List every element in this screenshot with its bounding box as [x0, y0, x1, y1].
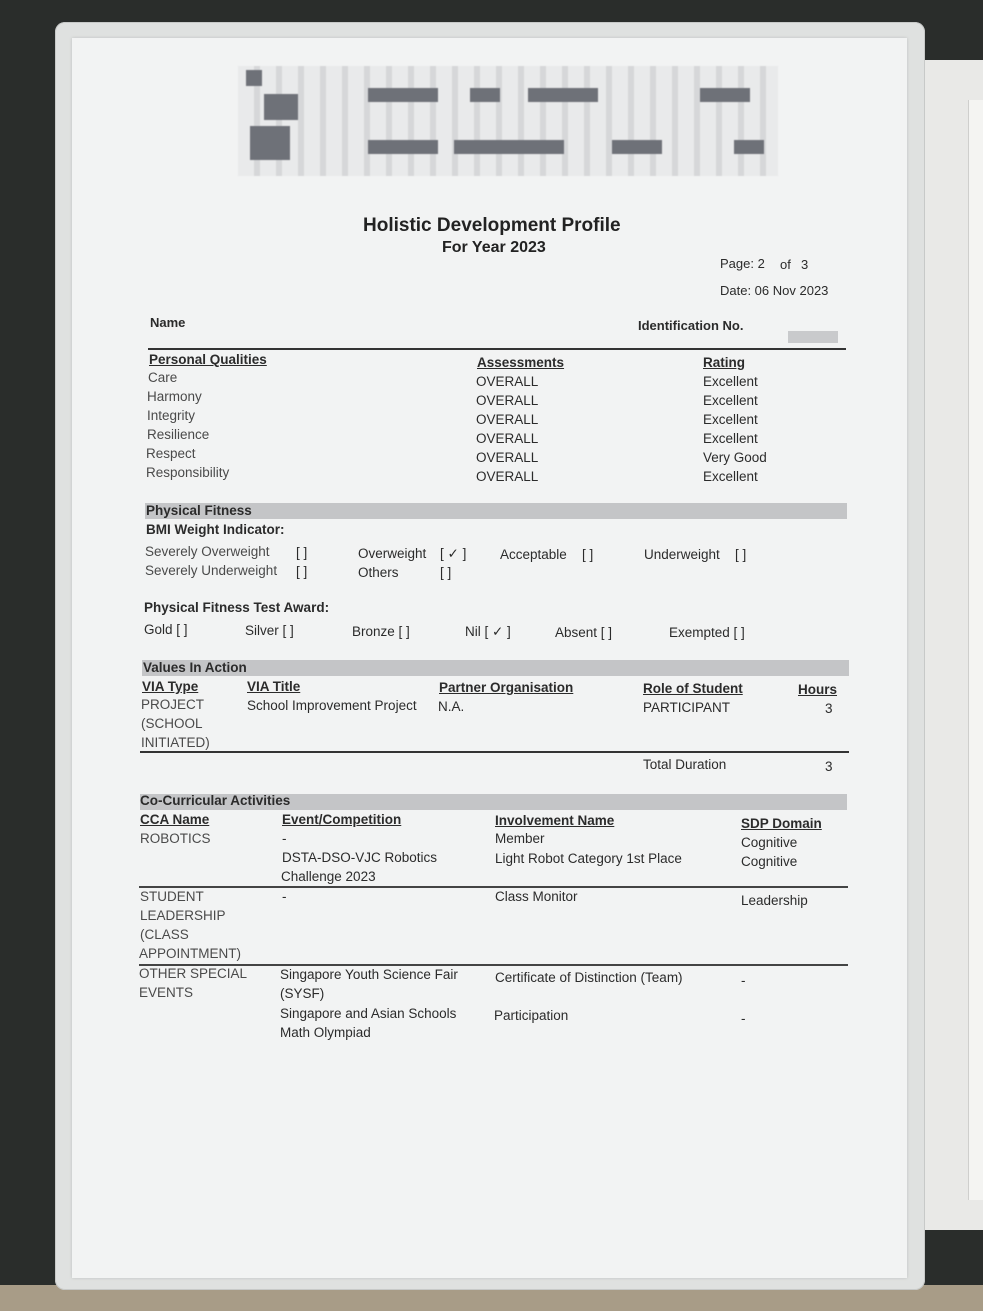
cca-involvement: Participation — [494, 1008, 569, 1023]
award-bronze: Bronze [ ] — [352, 624, 410, 639]
quality-name: Care — [148, 370, 178, 385]
bmi-checkbox-checked: [ ✓ ] — [440, 546, 467, 561]
cca-event: DSTA-DSO-VJC Robotics — [282, 850, 438, 865]
document-title: Holistic Development Profile — [363, 215, 621, 236]
award-exempted: Exempted [ ] — [669, 625, 745, 640]
cca-col-event: Event/Competition — [282, 812, 402, 827]
cca-domain: - — [741, 1011, 746, 1026]
quality-rating: Very Good — [703, 450, 767, 465]
bmi-option-label: Severely Overweight — [145, 544, 270, 559]
page-number: Page: 2 — [720, 256, 765, 271]
quality-assessment: OVERALL — [476, 393, 539, 408]
document-subtitle: For Year 2023 — [442, 239, 546, 256]
personal-qualities-heading: Personal Qualities — [149, 352, 267, 367]
cca-domain: Cognitive — [741, 854, 798, 869]
quality-rating: Excellent — [703, 431, 758, 446]
bmi-checkbox: [ ] — [440, 565, 452, 580]
cca-event: Challenge 2023 — [281, 869, 376, 884]
quality-assessment: OVERALL — [476, 431, 539, 446]
quality-rating: Excellent — [703, 393, 758, 408]
quality-assessment: OVERALL — [476, 412, 539, 427]
cca-col-name: CCA Name — [140, 812, 210, 827]
cca-col-domain: SDP Domain — [741, 816, 822, 831]
award-heading: Physical Fitness Test Award: — [144, 600, 330, 615]
award-silver: Silver [ ] — [245, 623, 294, 638]
cca-involvement: Certificate of Distinction (Team) — [495, 970, 683, 985]
quality-rating: Excellent — [703, 374, 758, 389]
cca-name: LEADERSHIP — [140, 908, 226, 923]
redacted-id — [788, 331, 838, 343]
via-col-partner: Partner Organisation — [439, 680, 574, 695]
cca-col-involvement: Involvement Name — [495, 813, 615, 828]
divider — [148, 348, 846, 350]
quality-rating: Excellent — [703, 412, 758, 427]
bmi-checkbox: [ ] — [296, 564, 308, 579]
via-heading: Values In Action — [143, 660, 247, 675]
bmi-heading: BMI Weight Indicator: — [146, 522, 285, 537]
divider — [139, 886, 848, 888]
id-label: Identification No. — [638, 318, 744, 333]
cca-event: Singapore and Asian Schools — [280, 1006, 457, 1021]
via-type: (SCHOOL — [141, 716, 203, 731]
via-partner: N.A. — [438, 699, 465, 714]
quality-assessment: OVERALL — [476, 374, 539, 389]
cca-event: - — [282, 831, 287, 846]
via-hours: 3 — [825, 701, 833, 716]
quality-name: Resilience — [147, 427, 210, 442]
cca-involvement: Member — [495, 831, 545, 846]
bmi-checkbox: [ ] — [296, 545, 308, 560]
via-type: PROJECT — [141, 697, 205, 712]
cca-name: APPOINTMENT) — [139, 946, 242, 961]
via-role: PARTICIPANT — [643, 700, 731, 715]
via-total-label: Total Duration — [643, 757, 727, 772]
award-nil-checked: Nil [ ✓ ] — [465, 624, 511, 639]
cca-event: Singapore Youth Science Fair — [280, 967, 458, 982]
cca-involvement: Light Robot Category 1st Place — [495, 851, 682, 866]
name-label: Name — [150, 315, 186, 330]
bmi-checkbox: [ ] — [582, 547, 594, 562]
via-type: INITIATED) — [141, 735, 210, 750]
bmi-option-label: Severely Underweight — [145, 563, 278, 578]
quality-name: Harmony — [147, 389, 202, 404]
quality-name: Integrity — [147, 408, 196, 423]
cca-name: STUDENT — [140, 889, 204, 904]
cca-domain: Cognitive — [741, 835, 798, 850]
page-of: of — [780, 257, 791, 272]
cca-heading: Co-Curricular Activities — [140, 793, 291, 808]
cca-domain: - — [741, 973, 746, 988]
rating-heading: Rating — [703, 355, 745, 370]
quality-assessment: OVERALL — [476, 469, 539, 484]
via-col-role: Role of Student — [643, 681, 743, 696]
cca-event: - — [282, 889, 287, 904]
quality-rating: Excellent — [703, 469, 758, 484]
award-gold: Gold [ ] — [144, 622, 188, 637]
quality-assessment: OVERALL — [476, 450, 539, 465]
divider — [140, 751, 849, 753]
cca-name: ROBOTICS — [140, 831, 211, 846]
via-col-title: VIA Title — [247, 679, 301, 694]
via-bar — [142, 660, 849, 676]
quality-name: Respect — [146, 446, 196, 461]
document-date: Date: 06 Nov 2023 — [720, 283, 829, 298]
bmi-checkbox: [ ] — [735, 547, 747, 562]
via-title: School Improvement Project — [247, 698, 417, 713]
cca-domain: Leadership — [741, 893, 808, 908]
via-col-hours: Hours — [798, 682, 838, 697]
award-absent: Absent [ ] — [555, 625, 613, 640]
page-total: 3 — [801, 257, 809, 272]
cca-event: (SYSF) — [280, 986, 325, 1001]
assessments-heading: Assessments — [477, 355, 565, 370]
bmi-option-label: Underweight — [644, 547, 720, 562]
via-col-type: VIA Type — [142, 679, 199, 694]
bmi-option-label: Overweight — [358, 546, 427, 561]
via-total-value: 3 — [825, 759, 833, 774]
cca-name: EVENTS — [139, 985, 194, 1000]
quality-name: Responsibility — [146, 465, 230, 480]
bmi-option-label: Others — [358, 565, 399, 580]
cca-involvement: Class Monitor — [495, 889, 578, 904]
cca-name: (CLASS — [140, 927, 189, 942]
cca-name: OTHER SPECIAL — [139, 966, 248, 981]
physical-fitness-heading: Physical Fitness — [146, 503, 252, 518]
cca-event: Math Olympiad — [280, 1025, 371, 1040]
bmi-option-label: Acceptable — [500, 547, 567, 562]
